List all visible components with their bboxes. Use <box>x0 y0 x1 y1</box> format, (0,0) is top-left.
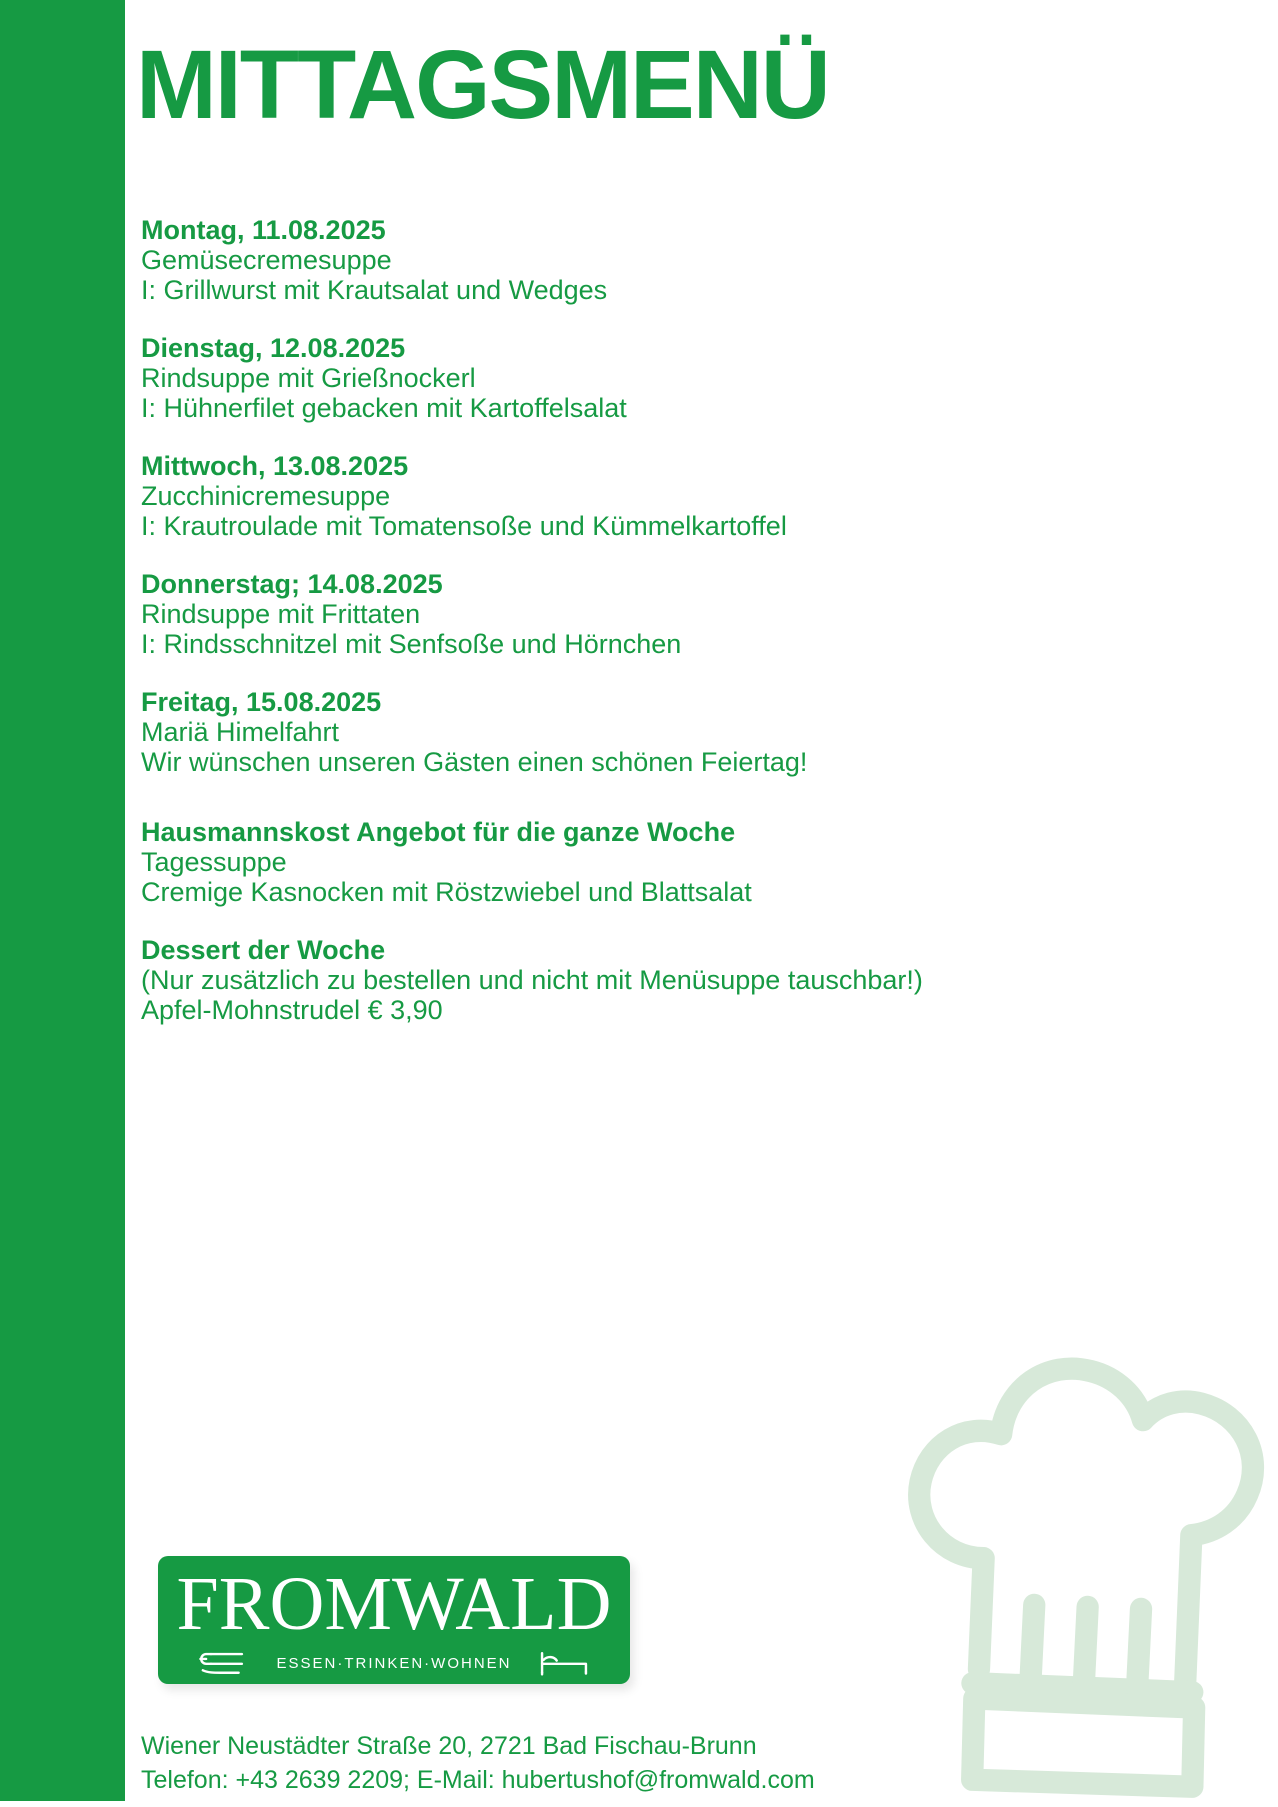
left-accent-bar <box>0 0 125 1801</box>
fork-knife-icon <box>198 1650 250 1676</box>
chef-hat-pleat <box>1129 1609 1150 1688</box>
day-title: Dienstag, 12.08.2025 <box>141 333 406 363</box>
menu-line: Zucchinicremesuppe <box>141 481 391 511</box>
footer-contact <box>141 1729 815 1797</box>
fromwald-logo <box>158 1556 630 1684</box>
chef-hat-pleat <box>1022 1605 1043 1684</box>
menu-line: Gemüsecremesuppe <box>141 245 392 275</box>
menu-day-block <box>141 687 1151 777</box>
menu-line: I: Rindsschnitzel mit Senfsoße und Hörnchen <box>141 629 682 659</box>
logo-wordmark: FROMWALD <box>176 1562 612 1646</box>
menu-line: Rindsuppe mit Grießnockerl <box>141 363 476 393</box>
menu-line: Cremige Kasnocken mit Röstzwiebel und Blattsalat <box>141 877 752 907</box>
menu-line: I: Krautroulade mit Tomatensoße und Kümmelkartoffel <box>141 511 787 541</box>
menu-line: I: Grillwurst mit Krautsalat und Wedges <box>141 275 608 305</box>
page-title: MITTAGSMENÜ <box>136 30 829 139</box>
bed-icon <box>538 1650 590 1676</box>
weekly-offer-title: Hausmannskost Angebot für die ganze Woche <box>141 817 736 847</box>
menu-day-block <box>141 215 1151 305</box>
day-title: Montag, 11.08.2025 <box>141 215 386 245</box>
menu-line: Rindsuppe mit Frittaten <box>141 599 421 629</box>
menu-day-block <box>141 569 1151 659</box>
menu-line: I: Hühnerfilet gebacken mit Kartoffelsalat <box>141 393 627 423</box>
logo-tagline: ESSEN·TRINKEN·WOHNEN <box>276 1654 512 1672</box>
menu-body <box>141 215 1151 1053</box>
logo-tagline-row <box>158 1650 630 1676</box>
menu-line: Mariä Himelfahrt <box>141 717 340 747</box>
footer-phone-email: Telefon: +43 2639 2209; E-Mail: hubertushof@fromwald.com <box>141 1766 815 1794</box>
menu-day-block <box>141 333 1151 423</box>
day-title: Donnerstag; 14.08.2025 <box>141 569 443 599</box>
menu-line: Tagessuppe <box>141 847 287 877</box>
menu-day-block <box>141 451 1151 541</box>
menu-line: Apfel-Mohnstrudel € 3,90 <box>141 995 443 1025</box>
menu-line: (Nur zusätzlich zu bestellen und nicht mit Menüsuppe tauschbar!) <box>141 965 923 995</box>
day-title: Mittwoch, 13.08.2025 <box>141 451 409 481</box>
chef-hat-pleat <box>1075 1607 1096 1686</box>
dessert-title: Dessert der Woche <box>141 935 386 965</box>
day-title: Freitag, 15.08.2025 <box>141 687 382 717</box>
menu-line: Wir wünschen unseren Gästen einen schönen Feiertag! <box>141 747 808 777</box>
weekly-offer-block <box>141 817 1151 907</box>
dessert-block <box>141 935 1151 1025</box>
footer-address: Wiener Neustädter Straße 20, 2721 Bad Fischau-Brunn <box>141 1732 757 1760</box>
chef-hat-icon <box>858 1301 1278 1807</box>
